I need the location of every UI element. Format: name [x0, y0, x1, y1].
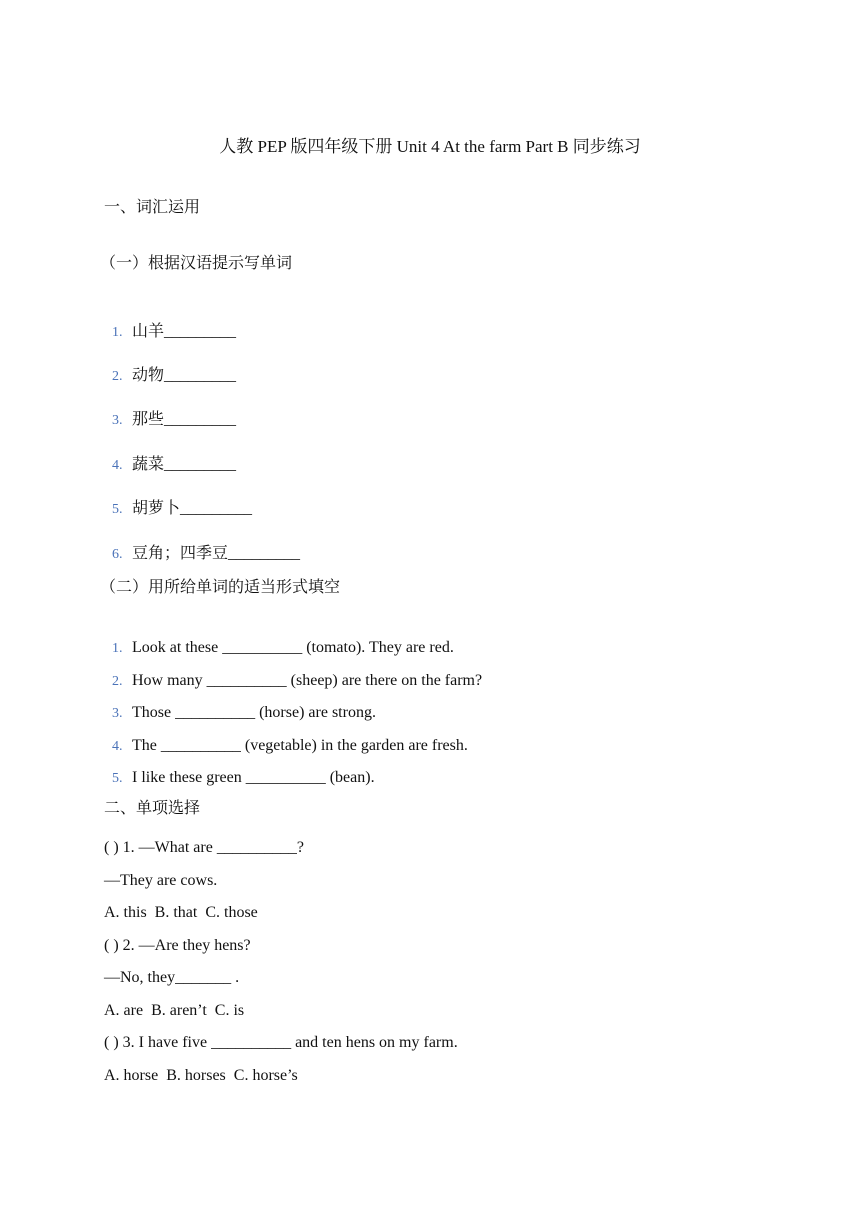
item-prompt: 蔬菜: [132, 454, 165, 473]
item-number: 6.: [112, 547, 123, 562]
list-item: [104, 475, 252, 521]
page-title: 人教 PEP 版四年级下册 Unit 4 At the farm Part B 同步练习: [219, 137, 641, 156]
item-number: 4.: [112, 458, 123, 473]
options-line: A. this B. that C. those: [104, 904, 258, 921]
item-sentence: Those __________ (horse) are strong.: [132, 704, 376, 721]
item-number: 5.: [112, 771, 123, 786]
item-number: 3.: [112, 413, 123, 428]
item-prompt: 动物: [132, 365, 165, 384]
answer-blank: _________: [164, 456, 237, 473]
answer-blank: _________: [164, 323, 237, 340]
item-prompt: 那些: [132, 409, 165, 428]
item-number: 2.: [112, 369, 123, 384]
list-item: [104, 386, 236, 432]
item-number: 4.: [112, 739, 123, 754]
answer-line: —They are cows.: [104, 872, 218, 889]
item-sentence: How many __________ (sheep) are there on the farm?: [132, 672, 483, 689]
answer-blank: _________: [164, 367, 237, 384]
answer-line: —No, they_______ .: [104, 969, 240, 986]
item-prompt: 豆角；四季豆: [132, 543, 229, 562]
options-line: A. horse B. horses C. horse’s: [104, 1067, 298, 1084]
question-line: ( ) 2. —Are they hens?: [104, 937, 251, 954]
list-item: [104, 520, 300, 566]
section-heading-vocabulary: 一、词汇运用: [104, 197, 201, 216]
item-number: 1.: [112, 641, 123, 656]
list-item: [104, 745, 375, 790]
list-item: [104, 431, 236, 477]
item-sentence: I like these green __________ (bean).: [132, 769, 375, 786]
list-item: [104, 298, 236, 344]
section-heading-multiple-choice: 二、单项选择: [104, 798, 201, 817]
item-number: 1.: [112, 325, 123, 340]
item-prompt: 山羊: [132, 321, 165, 340]
answer-blank: _________: [164, 411, 237, 428]
options-line: A. are B. aren’t C. is: [104, 1002, 245, 1019]
question-line: ( ) 1. —What are __________?: [104, 839, 304, 856]
subheading-fill-in-forms: （二）用所给单词的适当形式填空: [100, 577, 341, 596]
list-item: [104, 342, 236, 388]
item-number: 3.: [112, 706, 123, 721]
item-prompt: 胡萝卜: [132, 498, 181, 517]
subheading-chinese-hints: （一）根据汉语提示写单词: [100, 253, 293, 272]
question-line: ( ) 3. I have five __________ and ten hens on my farm.: [104, 1034, 458, 1051]
item-sentence: The __________ (vegetable) in the garden are fresh.: [132, 737, 468, 754]
item-sentence: Look at these __________ (tomato). They are red.: [132, 639, 454, 656]
item-number: 5.: [112, 502, 123, 517]
answer-blank: _________: [228, 545, 301, 562]
item-number: 2.: [112, 674, 123, 689]
answer-blank: _________: [180, 500, 253, 517]
